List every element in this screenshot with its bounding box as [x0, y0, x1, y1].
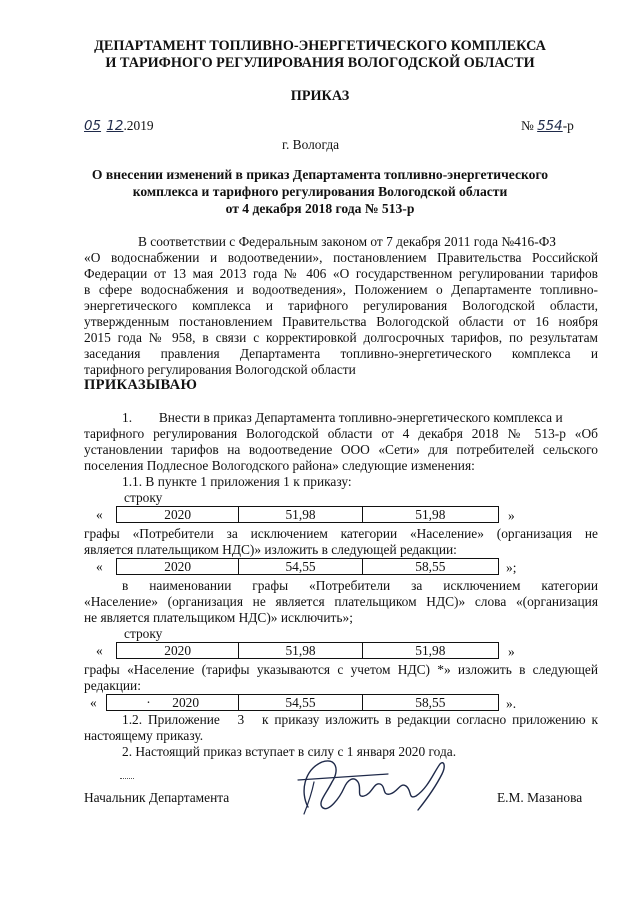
document-number: [521, 118, 574, 135]
date-year: .2019: [123, 118, 154, 133]
quote-close-dot: ».: [506, 696, 517, 711]
preamble-line: 2015 года № 958, в связи с корректировкой долгосрочных тарифов, по результатам: [84, 330, 598, 345]
table-row: [117, 507, 499, 523]
title-line-3: от 4 декабря 2018 года № 513-р: [225, 201, 415, 216]
stroku-label: строку: [124, 626, 163, 641]
number-value: 554: [537, 119, 563, 134]
table-row: [107, 695, 499, 711]
item1-2-line: 1.2. Приложение 3 к приказу изложить в редакции согласно приложению к: [122, 712, 598, 727]
table-cell-year: 2020: [117, 559, 239, 575]
cell-mark: ·: [146, 694, 151, 710]
table-cell-value: 51,98: [362, 643, 498, 659]
item1-line: тарифного регулирования Вологодской области от 4 декабря 2018 № 513-р «Об: [84, 426, 598, 441]
preamble-line: «О водоснабжении и водоотведении», постановлением Правительства Российской: [84, 250, 598, 265]
table-cell-value: 51,98: [239, 507, 362, 523]
grafa2-line: редакции:: [84, 678, 141, 693]
tariff-row-table: [116, 506, 499, 523]
table-cell-value: 51,98: [239, 643, 362, 659]
tariff-row-table: [116, 558, 499, 575]
title-line-1: О внесении изменений в приказ Департамента топливно-энергетического: [91, 167, 549, 182]
table-cell-value: 58,55: [362, 695, 498, 711]
order-word: ПРИКАЗЫВАЮ: [84, 377, 198, 393]
quote-close-semicolon: »;: [506, 560, 517, 575]
table-cell-year: 2020: [117, 507, 239, 523]
title-line-2: комплекса и тарифного регулирования Вологодской области: [132, 184, 508, 199]
table-cell-value: 54,55: [239, 559, 362, 575]
preamble-line: в сфере водоснабжения и водоотведения», Положением о Департаменте топливно-: [84, 282, 598, 297]
stroku-label: строку: [124, 490, 163, 505]
preamble-line: энергетического комплекса и тарифного регулирования Вологодской области,: [84, 298, 598, 313]
preamble-line: заседания правления Департамента топливно-энергетического комплекса и: [84, 346, 598, 361]
preamble-line: тарифного регулирования Вологодской области: [84, 362, 356, 377]
dotted-mark: [120, 778, 134, 779]
document-date: [84, 118, 154, 135]
table-cell-year: 2020: [117, 643, 239, 659]
item1-line: 1. Внести в приказ Департамента топливно-энергетического комплекса и: [122, 410, 563, 425]
header-line-1: ДЕПАРТАМЕНТ ТОПЛИВНО-ЭНЕРГЕТИЧЕСКОГО КОМПЛЕКСА: [94, 38, 546, 54]
table-row: [117, 643, 499, 659]
item1-1: 1.1. В пункте 1 приложения 1 к приказу:: [122, 474, 352, 489]
signature-position: Начальник Департамента: [84, 790, 230, 805]
date-day: 05: [84, 119, 102, 134]
tariff-row-table: [106, 694, 499, 711]
preamble-line: Федерации от 13 мая 2013 года № 406 «О государственном регулировании тарифов: [84, 266, 598, 281]
naimen-line: в наименовании графы «Потребители за исключением категории: [122, 578, 598, 593]
handwritten-signature: [278, 752, 478, 822]
table-cell-value: 54,55: [239, 695, 362, 711]
header-line-2: И ТАРИФНОГО РЕГУЛИРОВАНИЯ ВОЛОГОДСКОЙ ОБЛАСТИ: [105, 55, 535, 71]
naimen-line: «Население» (организация не является плательщиком НДС)» слова «(организация: [84, 594, 598, 609]
table-cell-value: 58,55: [362, 559, 498, 575]
table-row: [117, 559, 499, 575]
quote-open: «: [96, 643, 103, 658]
item1-line: установлении тарифов на водоотведение ООО «Сети» для потребителей сельского: [84, 442, 598, 457]
item2: 2. Настоящий приказ вступает в силу с 1 января 2020 года.: [122, 744, 457, 759]
preamble-line: В соответствии с Федеральным законом от 7 декабря 2011 года №416-ФЗ: [138, 234, 556, 249]
number-prefix: №: [521, 118, 534, 133]
grafa1-line: является плательщиком НДС)» изложить в следующей редакции:: [84, 542, 457, 557]
document-type: ПРИКАЗ: [290, 88, 350, 104]
signature-name: Е.М. Мазанова: [497, 790, 583, 805]
number-suffix: -р: [562, 118, 574, 133]
quote-close: »: [508, 644, 515, 659]
quote-open: «: [96, 559, 103, 574]
grafa1-line: графы «Потребители за исключением категории «Население» (организация не: [84, 526, 598, 541]
naimen-line: не является плательщиком НДС)» исключить»;: [84, 610, 353, 625]
tariff-row-table: [116, 642, 499, 659]
quote-open: «: [96, 507, 103, 522]
table-cell-year-text: 2020: [172, 694, 200, 710]
preamble-line: утвержденным постановлением Правительства Вологодской области от 16 ноября: [84, 314, 598, 329]
item1-2-line: настоящему приказу.: [84, 728, 204, 743]
table-cell-value: 51,98: [362, 507, 498, 523]
item1-line: поселения Подлесное Вологодского района» следующие изменения:: [84, 458, 475, 473]
table-cell-year: [107, 695, 239, 711]
date-month: 12: [106, 119, 124, 134]
quote-open: «: [90, 695, 97, 710]
grafa2-line: графы «Население (тарифы указываются с учетом НДС) *» изложить в следующей: [84, 662, 598, 677]
quote-close: »: [508, 508, 515, 523]
city: г. Вологда: [282, 137, 340, 152]
